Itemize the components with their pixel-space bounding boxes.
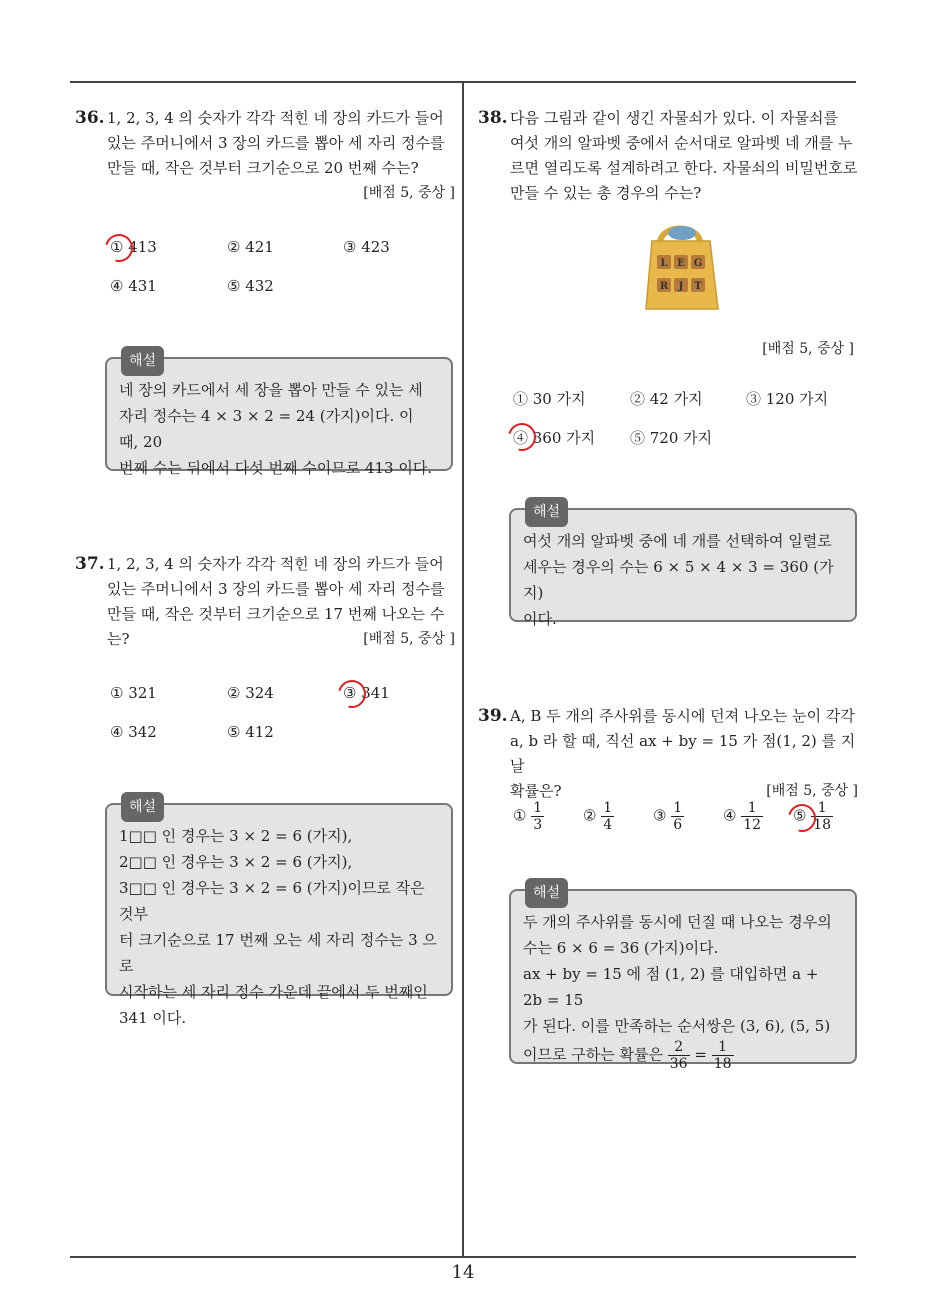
solution-tag: 해설	[525, 497, 568, 527]
question-number: 36.	[75, 108, 105, 128]
lock-key: G	[693, 258, 703, 269]
solution-tag: 해설	[121, 346, 164, 376]
option-2[interactable]: ② 421	[227, 238, 274, 256]
answer-circle-icon	[333, 675, 371, 713]
score-label: [배점 5, 중상 ]	[363, 185, 455, 201]
answer-circle-icon	[100, 229, 138, 267]
fraction: $\frac{2}{36}$	[669, 1039, 688, 1072]
lock-body	[646, 241, 718, 309]
lock-key: T	[694, 281, 702, 292]
question-38	[478, 106, 858, 206]
option-3[interactable]: ③ $\frac{1}{6}$	[653, 800, 683, 833]
option-2[interactable]: ② $\frac{1}{4}$	[583, 800, 613, 833]
question-36	[75, 106, 455, 206]
question-text: 다음 그림과 같이 생긴 자물쇠가 있다. 이 자물쇠를 여섯 개의 알파벳 중에서 순서대로 알파벳 네 개를 누 르면 열리도록 설계하려고 한다. 자물쇠의 비밀번호로 만들 수 있는 총 경우의 수는?	[510, 109, 858, 202]
question-number: 38.	[478, 108, 508, 128]
option-1[interactable]: ① 321	[110, 684, 157, 702]
option-4[interactable]: ④ 342	[110, 723, 157, 741]
score-label: [배점 5, 중상 ]	[766, 783, 858, 799]
lock-key: R	[659, 281, 669, 292]
option-3[interactable]: ③ 423	[343, 238, 390, 256]
question-39	[478, 704, 858, 804]
option-5[interactable]: ⑤ 412	[227, 723, 274, 741]
question-text: A, B 두 개의 주사위를 동시에 던져 나오는 눈이 각각 a, b 라 할 때, 직선 ax + by = 15 가 점(1, 2) 를 지날 확률은? [배점 5, 중상 ]	[478, 704, 858, 804]
column-divider	[462, 82, 464, 1258]
option-4[interactable]: ④ $\frac{1}{12}$	[723, 800, 762, 833]
option-1[interactable]: ① 30 가지	[513, 390, 586, 408]
lock-illustration	[640, 215, 722, 311]
solution-box-39: 해설 두 개의 주사위를 동시에 던질 때 나오는 경우의 수는 6 × 6 = 36 (가지)이다. ax + by = 15 에 점 (1, 2) 를 대입하면 a + 2b = 15 가 된다. 이를 만족하는 순서쌍은 (3, 6), (5, 5) 이므로 구하는 확률은 $\frac{2}{36}$ = $\frac{1}{18}$	[509, 889, 857, 1064]
score-label: [배점 5, 중상 ]	[363, 631, 455, 647]
page-number: 14	[451, 1262, 475, 1283]
lock-shackle-hole	[668, 226, 696, 240]
question-text: 1, 2, 3, 4 의 숫자가 각각 적힌 네 장의 카드가 들어 있는 주머니에서 3 장의 카드를 뽑아 세 자리 정수를 만들 때, 작은 것부터 크기순으로 17 번째 나오는 수 는? [배점 5, 중상 ]	[75, 552, 455, 652]
option-5[interactable]: ⑤ $\frac{1}{18}$	[793, 800, 832, 833]
fraction: $\frac{1}{18}$	[713, 1039, 732, 1072]
solution-tag: 해설	[525, 878, 568, 908]
option-5[interactable]: ⑤ 720 가지	[630, 429, 713, 447]
option-4[interactable]: ④ 360 가지	[513, 429, 596, 447]
solution-tag: 해설	[121, 792, 164, 822]
question-text: 1, 2, 3, 4 의 숫자가 각각 적힌 네 장의 카드가 들어 있는 주머니에서 3 장의 카드를 뽑아 세 자리 정수를 만들 때, 작은 것부터 크기순으로 20 번째 수는?	[107, 109, 445, 177]
option-1[interactable]: ① $\frac{1}{3}$	[513, 800, 543, 833]
score-label: [배점 5, 중상 ]	[762, 341, 854, 357]
answer-circle-icon	[503, 418, 541, 456]
solution-box-36: 해설 네 장의 카드에서 세 장을 뽑아 만들 수 있는 세 자리 정수는 4 × 3 × 2 = 24 (가지)이다. 이 때, 20 번째 수는 뒤에서 다섯 번째 수이므로 413 이다.	[105, 357, 453, 471]
solution-box-38: 해설 여섯 개의 알파벳 중에 네 개를 선택하여 일렬로 세우는 경우의 수는 6 × 5 × 4 × 3 = 360 (가지) 이다.	[509, 508, 857, 622]
option-2[interactable]: ② 42 가지	[630, 390, 703, 408]
option-2[interactable]: ② 324	[227, 684, 274, 702]
question-number: 39.	[478, 706, 508, 726]
option-4[interactable]: ④ 431	[110, 277, 157, 295]
option-1[interactable]: ① 413	[110, 238, 157, 256]
option-3[interactable]: ③ 120 가지	[746, 390, 829, 408]
solution-box-37: 해설 1□□ 인 경우는 3 × 2 = 6 (가지), 2□□ 인 경우는 3 × 2 = 6 (가지), 3□□ 인 경우는 3 × 2 = 6 (가지)이므로 작은 것부 터 크기순으로 17 번째 오는 세 자리 정수는 3 으로 시작하는 세 자리 정수 가운데 끝에서 두 번째인 341 이다.	[105, 803, 453, 996]
bottom-rule	[70, 1256, 856, 1258]
option-3[interactable]: ③ 341	[343, 684, 390, 702]
lock-key: J	[678, 281, 684, 292]
lock-key: L	[660, 258, 668, 269]
option-5[interactable]: ⑤ 432	[227, 277, 274, 295]
lock-key: E	[677, 258, 685, 269]
question-37	[75, 552, 455, 652]
question-number: 37.	[75, 554, 105, 574]
